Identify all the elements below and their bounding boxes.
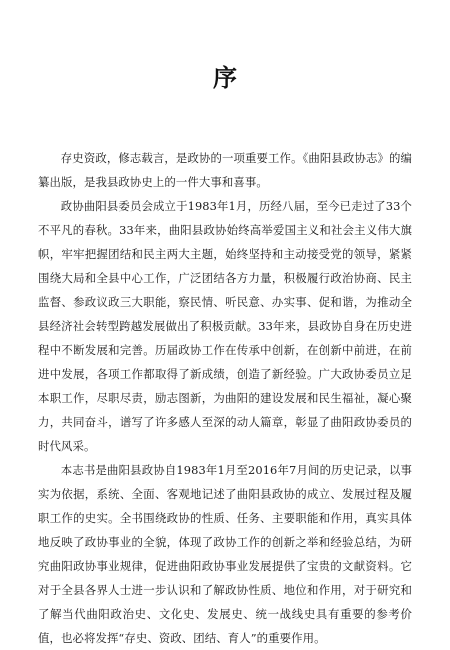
paragraph-3: 本志书是曲阳县政协自1983年1月至2016年7月间的历史记录，以事实为依据，系统、全面、客观地记述了曲阳县政协的成立、发展过程及履职工作的史实。全书围绕政协的性质、任务、主要职能和作用，真实具体地反映了政协事业的全貌，体现了政协工作的创新之举和经验总结，为研究曲阳政协事业规律，促进曲阳政协事业发展提供了宝贵的文献资料。它对于全县各界人士进一步认识和了解政协性质、地位和作用，对于研究和了解当代曲阳政治史、文化史、发展史、统一战线史具有重要的参考价值，也必将发挥“存史、资政、团结、育人”的重要作用。 [38, 463, 412, 645]
document-body [38, 146, 412, 650]
paragraph-2: 政协曲阳县委员会成立于1983年1月，历经八届，至今已走过了33个不平凡的春秋。33年来，曲阳县政协始终高举爱国主义和社会主义伟大旗帜，牢牢把握团结和民主两大主题，始终坚持和主动接受党的领导，紧紧围绕大局和全县中心工作，广泛团结各方力量，积极履行政治协商、民主监督、参政议政三大职能，察民情、听民意、办实事、促和谐，为推动全县经济社会转型跨越发展做出了积极贡献。33年来，县政协自身在历史进程中不断发展和完善。历届政协工作在传承中创新，在创新中前进，在前进中发展，各项工作都取得了新成绩，创造了新经验。广大政协委员立足本职工作，尽职尽责，励志图新，为曲阳的建设发展和民生福祉，凝心聚力，共同奋斗，谱写了许多感人至深的动人篇章，彰显了曲阳政协委员的时代风采。 [38, 199, 412, 453]
page-title: 序 [213, 64, 237, 92]
paragraph-1: 存史资政，修志载言，是政协的一项重要工作。《曲阳县政协志》的编纂出版，是我县政协史上的一件大事和喜事。 [38, 151, 412, 189]
